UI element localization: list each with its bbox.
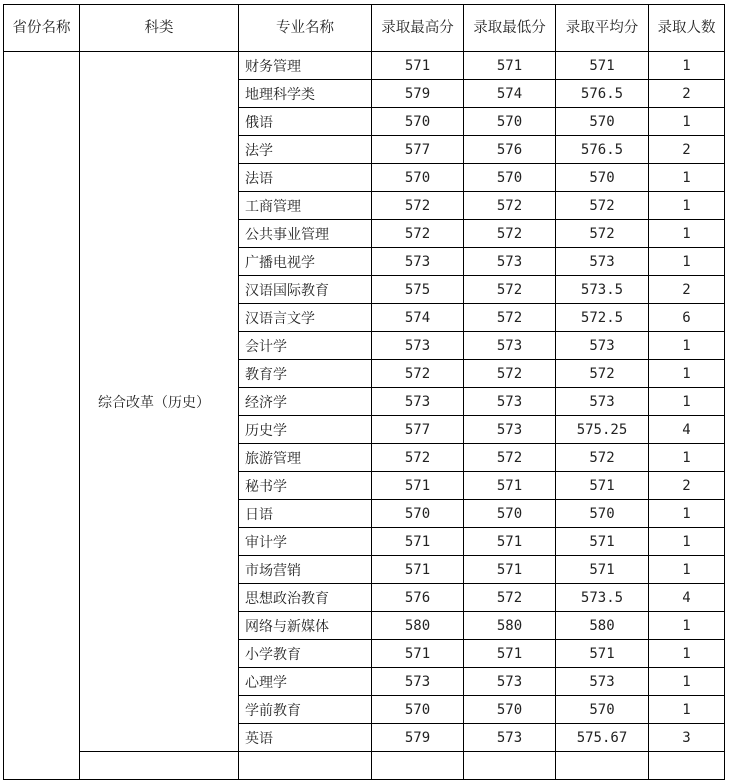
major-cell: 财务管理	[239, 52, 372, 80]
max-score-cell: 571	[372, 640, 464, 668]
count-cell: 1	[649, 164, 725, 192]
avg-score-cell: 575.25	[556, 416, 649, 444]
avg-score-cell: 573	[556, 332, 649, 360]
max-score-cell: 573	[372, 668, 464, 696]
avg-score-cell: 571	[556, 556, 649, 584]
major-cell: 会计学	[239, 332, 372, 360]
major-cell: 公共事业管理	[239, 220, 372, 248]
count-cell: 1	[649, 248, 725, 276]
max-score-cell: 571	[372, 556, 464, 584]
count-cell: 1	[649, 108, 725, 136]
avg-score-cell: 573.5	[556, 276, 649, 304]
major-cell: 汉语国际教育	[239, 276, 372, 304]
count-cell: 1	[649, 220, 725, 248]
max-score-cell: 573	[372, 388, 464, 416]
avg-score-cell: 573.5	[556, 584, 649, 612]
header-min-score: 录取最低分	[464, 5, 556, 52]
avg-score-cell: 571	[556, 472, 649, 500]
min-score-cell: 573	[464, 668, 556, 696]
min-score-cell: 570	[464, 108, 556, 136]
avg-score-cell: 576.5	[556, 80, 649, 108]
major-cell: 工商管理	[239, 192, 372, 220]
min-score-cell: 571	[464, 556, 556, 584]
continuation-row	[4, 752, 725, 780]
avg-score-cell: 570	[556, 696, 649, 724]
min-score-cell: 572	[464, 360, 556, 388]
major-cell: 地理科学类	[239, 80, 372, 108]
major-cell: 法学	[239, 136, 372, 164]
max-score-cell: 577	[372, 416, 464, 444]
empty-cell	[372, 752, 464, 780]
major-cell: 日语	[239, 500, 372, 528]
count-cell: 1	[649, 500, 725, 528]
max-score-cell: 575	[372, 276, 464, 304]
admission-score-table	[3, 4, 725, 780]
header-major: 专业名称	[239, 5, 372, 52]
table-body	[4, 52, 725, 780]
count-cell: 3	[649, 724, 725, 752]
avg-score-cell: 570	[556, 164, 649, 192]
avg-score-cell: 573	[556, 668, 649, 696]
max-score-cell: 572	[372, 192, 464, 220]
count-cell: 1	[649, 388, 725, 416]
count-cell: 1	[649, 640, 725, 668]
min-score-cell: 572	[464, 276, 556, 304]
category-cell: 综合改革（历史）	[80, 52, 239, 752]
avg-score-cell: 572	[556, 444, 649, 472]
max-score-cell: 572	[372, 444, 464, 472]
avg-score-cell: 575.67	[556, 724, 649, 752]
max-score-cell: 572	[372, 220, 464, 248]
min-score-cell: 573	[464, 416, 556, 444]
major-cell: 广播电视学	[239, 248, 372, 276]
major-cell: 经济学	[239, 388, 372, 416]
min-score-cell: 573	[464, 332, 556, 360]
major-cell: 法语	[239, 164, 372, 192]
admission-score-sheet	[3, 4, 725, 780]
min-score-cell: 576	[464, 136, 556, 164]
count-cell: 1	[649, 668, 725, 696]
count-cell: 1	[649, 444, 725, 472]
major-cell: 学前教育	[239, 696, 372, 724]
empty-cell	[239, 752, 372, 780]
count-cell: 1	[649, 192, 725, 220]
min-score-cell: 571	[464, 528, 556, 556]
count-cell: 2	[649, 276, 725, 304]
major-cell: 市场营销	[239, 556, 372, 584]
count-cell: 1	[649, 332, 725, 360]
avg-score-cell: 572	[556, 220, 649, 248]
major-cell: 教育学	[239, 360, 372, 388]
empty-cell	[80, 752, 239, 780]
empty-cell	[556, 752, 649, 780]
max-score-cell: 572	[372, 360, 464, 388]
min-score-cell: 572	[464, 220, 556, 248]
avg-score-cell: 572.5	[556, 304, 649, 332]
avg-score-cell: 570	[556, 500, 649, 528]
min-score-cell: 571	[464, 640, 556, 668]
avg-score-cell: 580	[556, 612, 649, 640]
table-row	[4, 52, 725, 80]
header-province: 省份名称	[4, 5, 80, 52]
major-cell: 汉语言文学	[239, 304, 372, 332]
count-cell: 2	[649, 136, 725, 164]
max-score-cell: 573	[372, 332, 464, 360]
min-score-cell: 573	[464, 248, 556, 276]
min-score-cell: 572	[464, 584, 556, 612]
major-cell: 审计学	[239, 528, 372, 556]
empty-cell	[464, 752, 556, 780]
avg-score-cell: 571	[556, 52, 649, 80]
max-score-cell: 574	[372, 304, 464, 332]
major-cell: 历史学	[239, 416, 372, 444]
major-cell: 小学教育	[239, 640, 372, 668]
count-cell: 6	[649, 304, 725, 332]
max-score-cell: 576	[372, 584, 464, 612]
count-cell: 1	[649, 612, 725, 640]
count-cell: 1	[649, 528, 725, 556]
max-score-cell: 579	[372, 80, 464, 108]
count-cell: 1	[649, 556, 725, 584]
max-score-cell: 570	[372, 500, 464, 528]
max-score-cell: 570	[372, 696, 464, 724]
count-cell: 2	[649, 80, 725, 108]
count-cell: 1	[649, 360, 725, 388]
count-cell: 1	[649, 696, 725, 724]
max-score-cell: 571	[372, 472, 464, 500]
min-score-cell: 570	[464, 696, 556, 724]
avg-score-cell: 570	[556, 108, 649, 136]
major-cell: 旅游管理	[239, 444, 372, 472]
avg-score-cell: 573	[556, 388, 649, 416]
min-score-cell: 572	[464, 304, 556, 332]
min-score-cell: 573	[464, 388, 556, 416]
header-count: 录取人数	[649, 5, 725, 52]
avg-score-cell: 571	[556, 528, 649, 556]
max-score-cell: 580	[372, 612, 464, 640]
header-row	[4, 5, 725, 52]
major-cell: 思想政治教育	[239, 584, 372, 612]
avg-score-cell: 572	[556, 360, 649, 388]
avg-score-cell: 576.5	[556, 136, 649, 164]
min-score-cell: 572	[464, 444, 556, 472]
header-category: 科类	[80, 5, 239, 52]
header-max-score: 录取最高分	[372, 5, 464, 52]
max-score-cell: 570	[372, 108, 464, 136]
max-score-cell: 570	[372, 164, 464, 192]
max-score-cell: 573	[372, 248, 464, 276]
min-score-cell: 570	[464, 500, 556, 528]
min-score-cell: 571	[464, 472, 556, 500]
max-score-cell: 577	[372, 136, 464, 164]
major-cell: 英语	[239, 724, 372, 752]
avg-score-cell: 571	[556, 640, 649, 668]
table-header	[4, 5, 725, 52]
max-score-cell: 571	[372, 52, 464, 80]
empty-cell	[649, 752, 725, 780]
avg-score-cell: 573	[556, 248, 649, 276]
count-cell: 4	[649, 584, 725, 612]
min-score-cell: 573	[464, 724, 556, 752]
major-cell: 秘书学	[239, 472, 372, 500]
count-cell: 2	[649, 472, 725, 500]
major-cell: 心理学	[239, 668, 372, 696]
avg-score-cell: 572	[556, 192, 649, 220]
min-score-cell: 570	[464, 164, 556, 192]
min-score-cell: 571	[464, 52, 556, 80]
min-score-cell: 572	[464, 192, 556, 220]
max-score-cell: 571	[372, 528, 464, 556]
min-score-cell: 574	[464, 80, 556, 108]
min-score-cell: 580	[464, 612, 556, 640]
province-cell	[4, 52, 80, 780]
count-cell: 4	[649, 416, 725, 444]
major-cell: 俄语	[239, 108, 372, 136]
header-avg-score: 录取平均分	[556, 5, 649, 52]
max-score-cell: 579	[372, 724, 464, 752]
major-cell: 网络与新媒体	[239, 612, 372, 640]
count-cell: 1	[649, 52, 725, 80]
